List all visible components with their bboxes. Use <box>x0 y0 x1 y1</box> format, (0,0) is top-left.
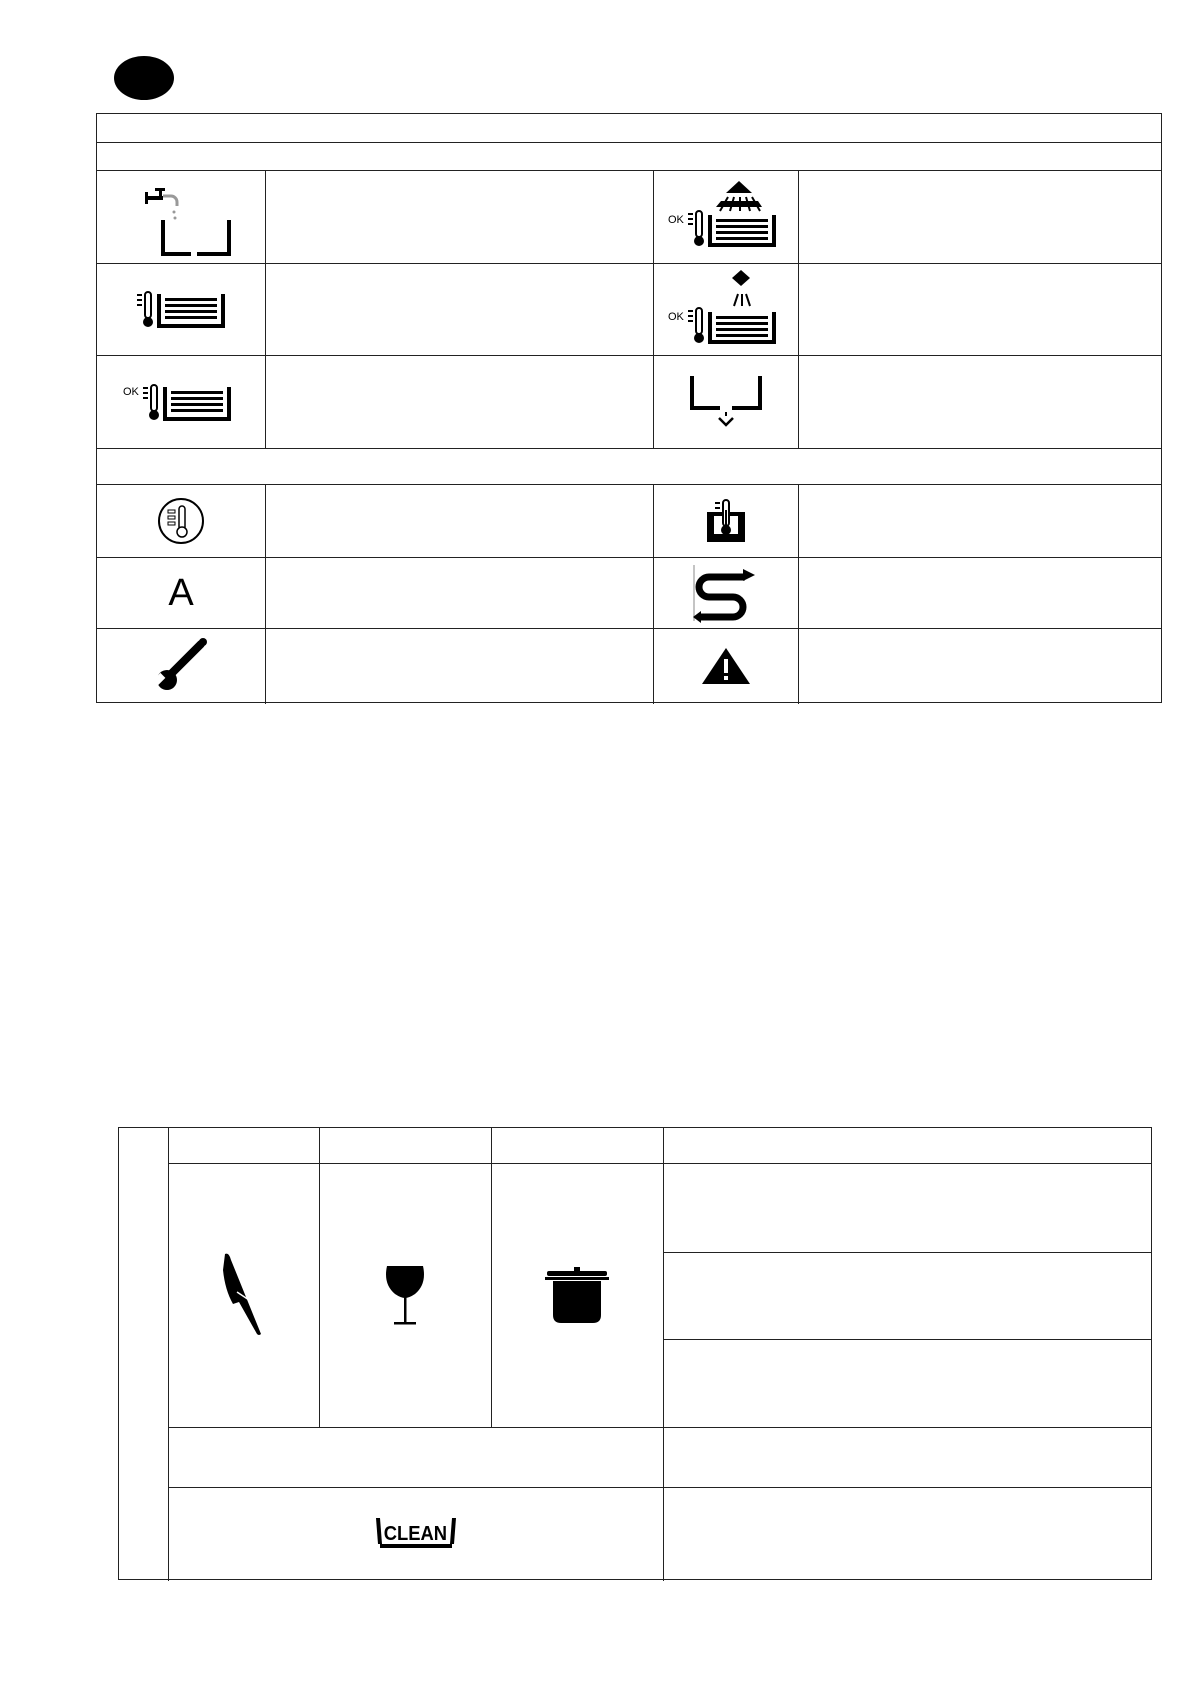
svg-text:OK: OK <box>667 311 684 323</box>
cooking-pot-icon <box>491 1163 663 1427</box>
ok-rinse-spray-tank-icon <box>653 170 798 263</box>
wash-table <box>118 1127 1152 1580</box>
ok-detergent-spray-tank-icon <box>653 263 798 355</box>
letter-a-icon <box>97 557 265 628</box>
wine-glass-icon <box>319 1163 491 1427</box>
letter-a-symbol: A <box>168 571 194 614</box>
warning-triangle-icon <box>653 628 798 704</box>
tank-drain-icon <box>653 355 798 448</box>
clean-tank-icon <box>168 1487 663 1581</box>
tap-fill-tank-icon <box>97 170 265 263</box>
svg-text:OK: OK <box>123 385 139 398</box>
wrench-icon <box>97 628 265 704</box>
serpentine-cycle-icon <box>653 557 798 628</box>
thermometer-circle-icon <box>97 484 265 557</box>
boiler-temperature-icon <box>653 484 798 557</box>
page-badge <box>114 56 174 100</box>
symbol-table <box>96 113 1162 703</box>
svg-text:OK: OK <box>667 213 684 226</box>
cutlery-icon <box>168 1163 319 1427</box>
tank-heating-icon <box>97 263 265 355</box>
ok-tank-temperature-icon <box>97 355 265 448</box>
clean-label: CLEAN <box>383 1523 447 1546</box>
